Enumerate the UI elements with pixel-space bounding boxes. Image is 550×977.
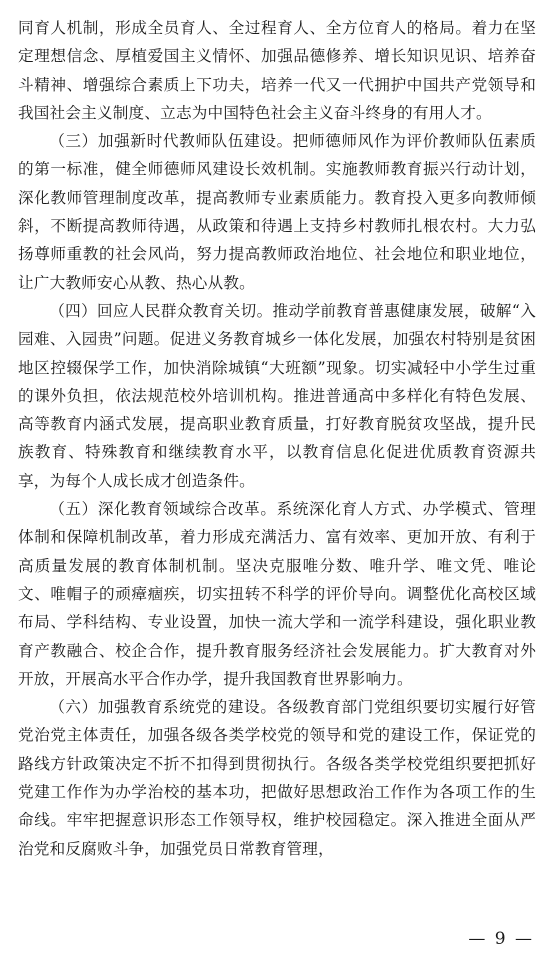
- page-number: — 9 —: [468, 929, 534, 949]
- paragraph-party-building: （六）加强教育系统党的建设。各级教育部门党组织要切实履行好管党治党主体责任，加强各级各类学校党的领导和党的建设工作，保证党的路线方针政策决定不折不扣得到贯彻执行。各级各类学校党组织要把抓好党建工作作为办学治校的基本功，把做好思想政治工作作为各项工作的生命线。牢牢把握意识形态工作领导权，维护校园稳定。深入推进全面从严治党和反腐败斗争，加强党员日常教育管理，: [18, 698, 536, 858]
- paragraph-public-concerns: （四）回应人民群众教育关切。推动学前教育普惠健康发展，破解“入园难、入园贵”问题。促进义务教育城乡一体化发展，加强农村特别是贫困地区控辍保学工作，加快消除城镇“大班额”现象。切实减轻中小学生过重的课外负担，依法规范校外培训机构。推进普通高中多样化有特色发展、高等教育内涵式发展，提高职业教育质量，打好教育脱贫攻坚战，提升民族教育、特殊教育和继续教育水平，以教育信息化促进优质教育资源共享，为每个人成长成才创造条件。: [18, 301, 536, 490]
- paragraph-comprehensive-reform: （五）深化教育领域综合改革。系统深化育人方式、办学模式、管理体制和保障机制改革，着力形成充满活力、富有效率、更加开放、有利于高质量发展的教育体制机制。坚决克服唯分数、唯升学、唯文凭、唯论文、唯帽子的顽瘴痼疾，切实扭转不科学的评价导向。调整优化高校区域布局、学科结构、专业设置，加快一流大学和一流学科建设，强化职业教育产教融合、校企合作，提升教育服务经济社会发展能力。扩大教育对外开放，开展高水平合作办学，提升我国教育世界影响力。: [18, 500, 536, 688]
- paragraph-continuation: 同育人机制，形成全员育人、全过程育人、全方位育人的格局。着力在坚定理想信念、厚植爱国主义情怀、加强品德修养、增长知识见识、培养奋斗精神、增强综合素质上下功夫，培养一代又一代拥护中国共产党领导和我国社会主义制度、立志为中国特色社会主义奋斗终身的有用人才。: [18, 19, 536, 122]
- document-body: [18, 14, 536, 863]
- paragraph-teacher-team: （三）加强新时代教师队伍建设。把师德师风作为评价教师队伍素质的第一标准，健全师德师风建设长效机制。实施教师教育振兴行动计划，深化教师管理制度改革，提高教师专业素质能力。教育投入更多向教师倾斜，不断提高教师待遇，从政策和待遇上支持乡村教师扎根农村。大力弘扬尊师重教的社会风尚，努力提高教师政治地位、社会地位和职业地位，让广大教师安心从教、热心从教。: [18, 132, 536, 292]
